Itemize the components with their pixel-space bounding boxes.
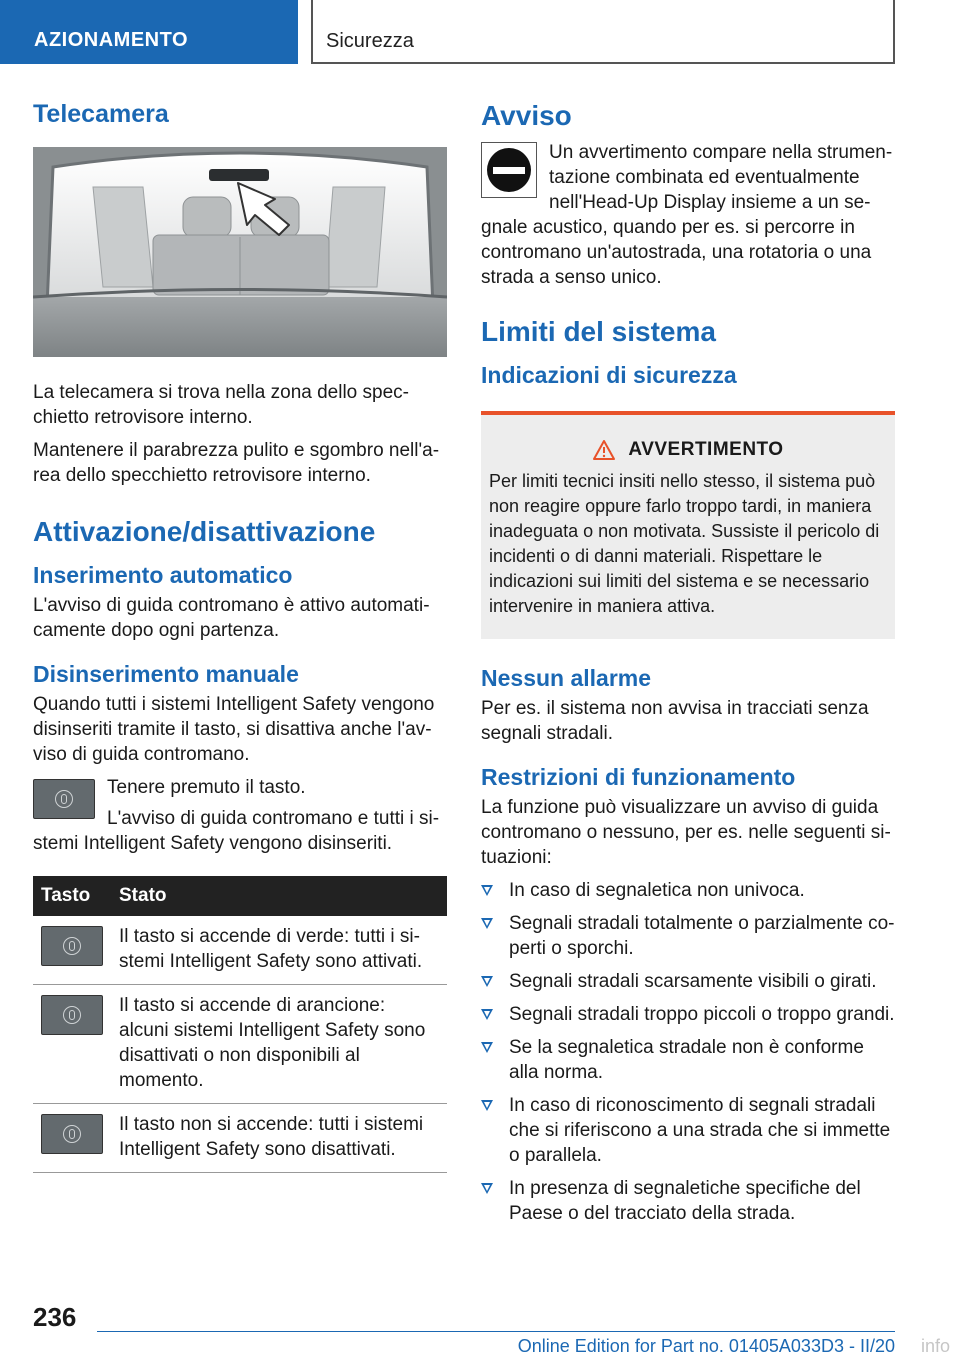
table-cell-state: Il tasto non si accende: tutti i sistemi Intelligent Safety sono disattivati. xyxy=(111,1104,447,1173)
triangle-bullet-icon xyxy=(481,1100,493,1111)
press-key-text: Tenere premuto il tasto. xyxy=(107,777,306,798)
list-item: Se la segnaletica stradale non è conforme alla norma. xyxy=(481,1035,895,1085)
table-header-key: Tasto xyxy=(33,876,111,916)
footer-divider xyxy=(97,1331,895,1332)
avviso-block xyxy=(481,140,895,290)
rear-window-camera-photo xyxy=(33,147,447,357)
triangle-bullet-icon xyxy=(481,1183,493,1194)
key-off-icon xyxy=(41,1114,103,1154)
restrictions-text: La funzione può visualizzare un avviso di guida contromano o nessuno, per es. nelle seguenti situazioni: xyxy=(481,797,891,868)
chapter-tab xyxy=(0,0,298,64)
camera-clean-text: Mantenere il parabrezza pulito e sgombro nell'area dello specchietto retrovisore interno. xyxy=(33,440,440,486)
table-row xyxy=(33,916,447,985)
avviso-heading: Avviso xyxy=(481,100,572,131)
auto-activation-text: L'avviso di guida contromano è attivo automaticamente dopo ogni partenza. xyxy=(33,595,430,641)
list-item: Segnali stradali troppo piccoli o troppo grandi. xyxy=(481,1002,895,1027)
avviso-text: Un avvertimento compare nella strumentazione combinata ed eventualmente nell'Head-Up Display insieme a un segnale acustico, quando per es. si percorre in contromano un'autostrada, una rotatoria o una strada a senso unico. xyxy=(481,142,893,288)
table-cell-state: Il tasto si accende di arancione: alcuni sistemi Intelligent Safety sono disattivati o non disponibili al momento. xyxy=(111,985,447,1104)
restrictions-list xyxy=(481,878,895,1226)
warning-text: Per limiti tecnici insiti nello stesso, il sistema può non reagire oppure farlo troppo tardi, in maniera inadeguata o non motivata. Sussiste il pericolo di incidenti o di danni materiali. Rispettare le indicazioni sui limiti del sistema e se necessario intervenire in maniera attiva. xyxy=(489,471,880,616)
manual-deactivation-text: Quando tutti i sistemi Intelligent Safety vengono disinseriti tramite il tasto, si disattiva anche l'avviso di guida contromano. xyxy=(33,694,435,765)
auto-activation-heading: Inserimento automatico xyxy=(33,562,293,588)
right-column xyxy=(481,100,895,1234)
key-orange-icon xyxy=(41,995,103,1035)
restrictions-heading: Restrizioni di funzionamento xyxy=(481,764,796,790)
key-state-table xyxy=(33,876,447,1173)
warning-label: AVVERTIMENTO xyxy=(628,439,784,460)
warning-title xyxy=(489,439,887,461)
triangle-bullet-icon xyxy=(481,1042,493,1053)
camera-location-text: La telecamera si trova nella zona dello specchietto retrovisore interno. xyxy=(33,382,409,428)
camera-heading: Telecamera xyxy=(33,100,169,128)
table-row xyxy=(33,1104,447,1173)
system-limits-heading: Limiti del sistema xyxy=(481,316,716,347)
edition-text: Online Edition for Part no. 01405A033D3 - II/20 xyxy=(517,1336,895,1356)
press-key-result-text: L'avviso di guida contromano e tutti i sistemi Intelligent Safety vengono disinseriti. xyxy=(33,808,440,854)
list-item: In caso di segnaletica non univoca. xyxy=(481,878,895,903)
warning-triangle-icon xyxy=(592,439,616,461)
warning-box xyxy=(481,411,895,639)
press-key-block xyxy=(33,775,447,856)
manual-deactivation-heading: Disinserimento manuale xyxy=(33,661,299,687)
list-item: In presenza di segnaletiche specifiche del Paese o del tracciato della strada. xyxy=(481,1176,895,1226)
safety-notes-heading: Indicazioni di sicurezza xyxy=(481,362,737,388)
list-item: Segnali stradali totalmente o parzialmente coperti o sporchi. xyxy=(481,911,895,961)
section-header xyxy=(311,0,895,64)
table-row xyxy=(33,985,447,1104)
triangle-bullet-icon xyxy=(481,1009,493,1020)
activation-heading: Attivazione/disattivazione xyxy=(33,516,376,547)
no-alarm-text: Per es. il sistema non avvisa in tracciati senza segnali stradali. xyxy=(481,698,869,744)
page-number: 236 xyxy=(33,1302,77,1332)
list-item: Segnali stradali scarsamente visibili o girati. xyxy=(481,969,895,994)
no-alarm-heading: Nessun allarme xyxy=(481,665,652,691)
triangle-bullet-icon xyxy=(481,885,493,896)
triangle-bullet-icon xyxy=(481,918,493,929)
section-title: Sicurezza xyxy=(326,30,414,52)
list-item: In caso di riconoscimento di segnali stradali che si riferiscono a una strada che si immette o parallela. xyxy=(481,1093,895,1168)
no-entry-sign-icon xyxy=(481,142,537,198)
table-cell-state: Il tasto si accende di verde: tutti i sistemi Intelligent Safety sono attivati. xyxy=(111,916,447,985)
chapter-title: AZIONAMENTO xyxy=(34,29,189,51)
intelligent-safety-key-icon xyxy=(33,779,95,819)
watermark-text: info xyxy=(920,1336,950,1356)
triangle-bullet-icon xyxy=(481,976,493,987)
left-column xyxy=(33,100,447,1173)
table-header-state: Stato xyxy=(111,876,447,916)
key-green-icon xyxy=(41,926,103,966)
